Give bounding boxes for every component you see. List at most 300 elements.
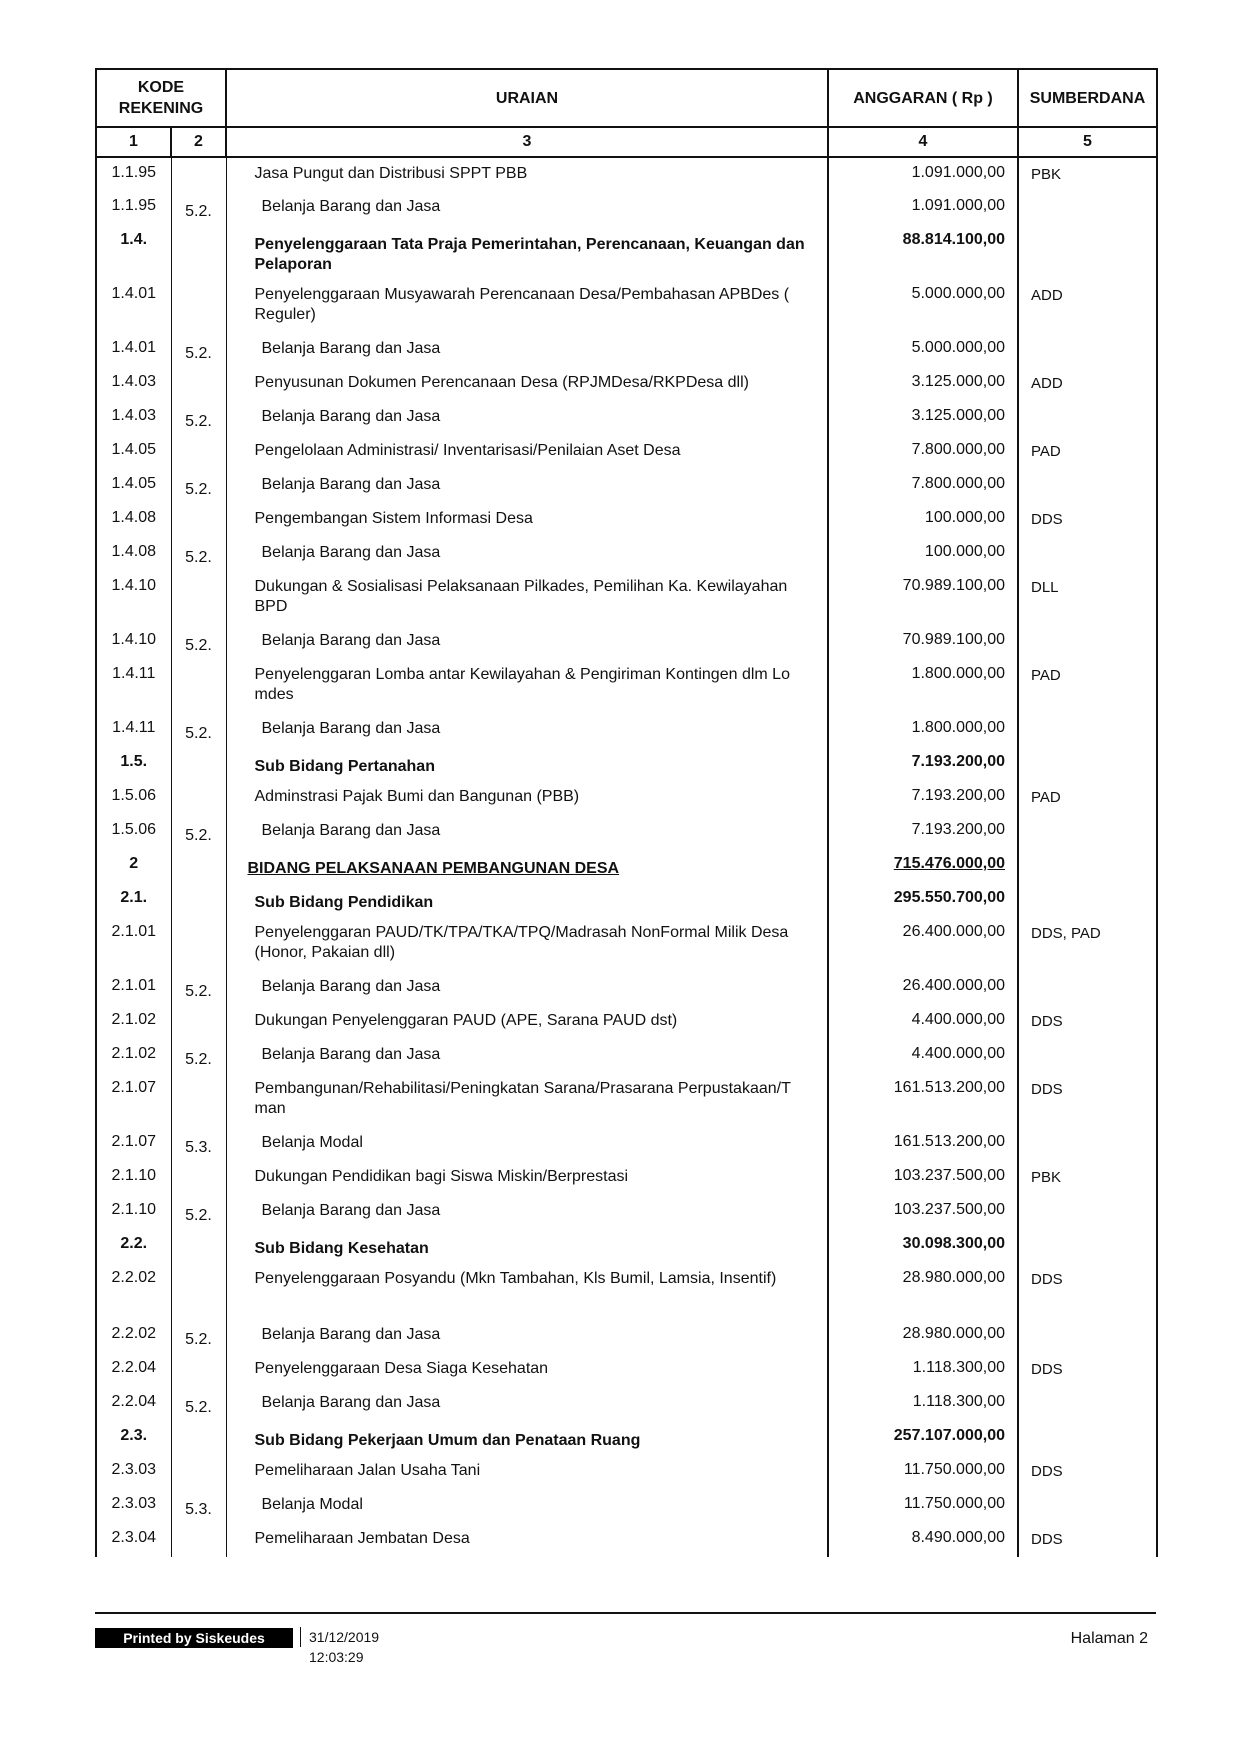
table-row xyxy=(96,781,1157,815)
uraian-cell xyxy=(226,1039,828,1073)
uraian-text: Jasa Pungut dan Distribusi SPPT PBB xyxy=(254,165,528,182)
kode-rekening-cell xyxy=(96,537,171,571)
sumberdana-cell xyxy=(1018,571,1157,625)
kode-rekening-text: 1.4.05 xyxy=(111,441,156,458)
sumberdana-cell xyxy=(1018,503,1157,537)
uraian-text: Belanja Barang dan Jasa xyxy=(261,476,441,493)
table-row xyxy=(96,1353,1157,1387)
sumberdana-text: DDS xyxy=(1031,1271,1063,1288)
kode-rekening-cell xyxy=(96,1353,171,1387)
table-row xyxy=(96,191,1157,225)
kode-rekening-text: 2 xyxy=(129,855,139,872)
anggaran-cell xyxy=(828,1523,1018,1557)
table-row xyxy=(96,367,1157,401)
kode-rekening-cell xyxy=(96,1489,171,1523)
sub-kode-cell xyxy=(171,1073,226,1127)
sumberdana-cell xyxy=(1018,333,1157,367)
anggaran-text: 26.400.000,00 xyxy=(902,977,1005,994)
anggaran-cell xyxy=(828,1319,1018,1353)
sub-kode-cell xyxy=(171,917,226,971)
anggaran-text: 11.750.000,00 xyxy=(903,1461,1005,1478)
kode-rekening-cell xyxy=(96,1387,171,1421)
uraian-text: Sub Bidang Pendidikan xyxy=(254,894,434,911)
sub-kode-text: 5.2. xyxy=(185,1331,212,1348)
anggaran-text: 100.000,00 xyxy=(924,509,1005,526)
anggaran-text: 161.513.200,00 xyxy=(893,1133,1005,1150)
anggaran-cell xyxy=(828,1005,1018,1039)
sumberdana-cell xyxy=(1018,157,1157,191)
kode-rekening-text: 2.1.02 xyxy=(111,1011,156,1028)
sub-kode-text: 5.2. xyxy=(185,345,212,362)
anggaran-text: 28.980.000,00 xyxy=(902,1325,1005,1342)
uraian-cell xyxy=(226,367,828,401)
sub-kode-cell xyxy=(171,1127,226,1161)
sumberdana-cell xyxy=(1018,1039,1157,1073)
sub-kode-cell xyxy=(171,747,226,781)
sub-kode-cell xyxy=(171,1229,226,1263)
kode-rekening-text: 2.2.04 xyxy=(111,1393,156,1410)
uraian-cell xyxy=(226,1387,828,1421)
sub-kode-text: 5.3. xyxy=(185,1139,212,1156)
uraian-cell xyxy=(226,1263,828,1319)
anggaran-text: 295.550.700,00 xyxy=(893,889,1005,906)
uraian-text: Penyelenggaraan Posyandu (Mkn Tambahan, Kls Bumil, Lamsia, Insentif) xyxy=(254,1270,777,1287)
uraian-text: Belanja Barang dan Jasa xyxy=(261,632,441,649)
uraian-text: Sub Bidang Pekerjaan Umum dan Penataan Ruang xyxy=(254,1432,641,1449)
anggaran-cell xyxy=(828,225,1018,279)
kode-rekening-text: 2.1.07 xyxy=(111,1079,156,1096)
uraian-text: Belanja Barang dan Jasa xyxy=(261,978,441,995)
header-sumberdana: SUMBERDANA xyxy=(1018,69,1157,127)
anggaran-text: 7.800.000,00 xyxy=(911,441,1005,458)
sumberdana-cell xyxy=(1018,1229,1157,1263)
kode-rekening-cell xyxy=(96,849,171,883)
sub-kode-cell xyxy=(171,333,226,367)
kode-rekening-text: 1.4.08 xyxy=(111,509,156,526)
sumberdana-cell xyxy=(1018,849,1157,883)
anggaran-cell xyxy=(828,1353,1018,1387)
kode-rekening-cell xyxy=(96,571,171,625)
sumberdana-cell xyxy=(1018,1073,1157,1127)
table-row xyxy=(96,1421,1157,1455)
kode-rekening-text: 2.2.02 xyxy=(111,1269,156,1286)
sumberdana-cell xyxy=(1018,917,1157,971)
uraian-text: Belanja Barang dan Jasa xyxy=(261,720,441,737)
uraian-text: Penyelenggaran PAUD/TK/TPA/TKA/TPQ/Madrasah NonFormal Milik Desa (Honor, Pakaian dll) xyxy=(254,924,789,961)
uraian-cell xyxy=(226,625,828,659)
anggaran-cell xyxy=(828,571,1018,625)
sumberdana-text: PAD xyxy=(1031,789,1061,806)
kode-rekening-cell xyxy=(96,1319,171,1353)
table-row xyxy=(96,503,1157,537)
sub-kode-text: 5.3. xyxy=(185,1501,212,1518)
anggaran-text: 4.400.000,00 xyxy=(911,1045,1005,1062)
anggaran-text: 5.000.000,00 xyxy=(911,339,1005,356)
kode-rekening-text: 2.1.10 xyxy=(111,1167,156,1184)
kode-rekening-cell xyxy=(96,625,171,659)
anggaran-cell xyxy=(828,367,1018,401)
table-row xyxy=(96,971,1157,1005)
anggaran-cell xyxy=(828,333,1018,367)
kode-rekening-cell xyxy=(96,1161,171,1195)
anggaran-cell xyxy=(828,469,1018,503)
anggaran-cell xyxy=(828,815,1018,849)
kode-rekening-cell xyxy=(96,1455,171,1489)
anggaran-cell xyxy=(828,191,1018,225)
budget-table xyxy=(95,68,1158,1557)
sub-kode-cell xyxy=(171,781,226,815)
kode-rekening-text: 2.1.02 xyxy=(111,1045,156,1062)
uraian-cell xyxy=(226,1319,828,1353)
sub-kode-cell xyxy=(171,435,226,469)
sumberdana-cell xyxy=(1018,1523,1157,1557)
anggaran-text: 100.000,00 xyxy=(924,543,1005,560)
table-row xyxy=(96,333,1157,367)
sumberdana-cell xyxy=(1018,1319,1157,1353)
uraian-text: Adminstrasi Pajak Bumi dan Bangunan (PBB) xyxy=(254,788,580,805)
column-number-4: 4 xyxy=(828,127,1018,157)
table-row xyxy=(96,1229,1157,1263)
anggaran-cell xyxy=(828,1421,1018,1455)
kode-rekening-text: 1.4.08 xyxy=(111,543,156,560)
kode-rekening-cell xyxy=(96,1421,171,1455)
sumberdana-cell xyxy=(1018,659,1157,713)
anggaran-text: 7.800.000,00 xyxy=(911,475,1005,492)
sub-kode-cell xyxy=(171,971,226,1005)
anggaran-cell xyxy=(828,1387,1018,1421)
uraian-cell xyxy=(226,917,828,971)
sub-kode-cell xyxy=(171,883,226,917)
table-row xyxy=(96,815,1157,849)
anggaran-cell xyxy=(828,1073,1018,1127)
table-row xyxy=(96,469,1157,503)
kode-rekening-text: 1.4.03 xyxy=(111,407,156,424)
uraian-text: Belanja Barang dan Jasa xyxy=(261,822,441,839)
uraian-cell xyxy=(226,503,828,537)
uraian-cell xyxy=(226,435,828,469)
sumberdana-text: ADD xyxy=(1031,287,1063,304)
sub-kode-cell xyxy=(171,401,226,435)
anggaran-text: 5.000.000,00 xyxy=(911,285,1005,302)
sumberdana-cell xyxy=(1018,469,1157,503)
kode-rekening-cell xyxy=(96,781,171,815)
sub-kode-text: 5.2. xyxy=(185,827,212,844)
uraian-cell xyxy=(226,537,828,571)
uraian-cell xyxy=(226,747,828,781)
kode-rekening-text: 1.4. xyxy=(120,231,148,248)
kode-rekening-text: 1.4.11 xyxy=(112,719,156,736)
kode-rekening-cell xyxy=(96,157,171,191)
uraian-text: BIDANG PELAKSANAAN PEMBANGUNAN DESA xyxy=(247,860,620,877)
sumberdana-cell xyxy=(1018,537,1157,571)
table-row xyxy=(96,659,1157,713)
sub-kode-text: 5.2. xyxy=(185,983,212,1000)
anggaran-text: 7.193.200,00 xyxy=(911,753,1005,770)
uraian-text: Belanja Barang dan Jasa xyxy=(261,1394,441,1411)
uraian-cell xyxy=(226,1523,828,1557)
sumberdana-cell xyxy=(1018,1127,1157,1161)
anggaran-cell xyxy=(828,971,1018,1005)
sub-kode-text: 5.2. xyxy=(185,1051,212,1068)
anggaran-cell xyxy=(828,1263,1018,1319)
anggaran-cell xyxy=(828,747,1018,781)
uraian-cell xyxy=(226,1195,828,1229)
kode-rekening-text: 2.3.04 xyxy=(111,1529,156,1546)
anggaran-cell xyxy=(828,1489,1018,1523)
uraian-text: Pengelolaan Administrasi/ Inventarisasi/Penilaian Aset Desa xyxy=(254,442,681,459)
anggaran-cell xyxy=(828,713,1018,747)
printed-by-badge: Printed by Siskeudes xyxy=(95,1628,293,1648)
uraian-cell xyxy=(226,279,828,333)
anggaran-text: 7.193.200,00 xyxy=(911,821,1005,838)
kode-rekening-text: 1.4.10 xyxy=(111,577,156,594)
sumberdana-text: PAD xyxy=(1031,667,1061,684)
uraian-cell xyxy=(226,191,828,225)
uraian-text: Dukungan & Sosialisasi Pelaksanaan Pilkades, Pemilihan Ka. Kewilayahan BPD xyxy=(254,578,788,615)
budget-sheet xyxy=(95,68,1156,1557)
kode-rekening-text: 1.1.95 xyxy=(111,164,156,181)
sumberdana-cell xyxy=(1018,367,1157,401)
uraian-text: Penyelenggaraan Desa Siaga Kesehatan xyxy=(254,1360,549,1377)
anggaran-text: 30.098.300,00 xyxy=(902,1235,1005,1252)
table-row xyxy=(96,1161,1157,1195)
sumberdana-cell xyxy=(1018,1489,1157,1523)
table-row xyxy=(96,1489,1157,1523)
anggaran-text: 161.513.200,00 xyxy=(893,1079,1005,1096)
anggaran-cell xyxy=(828,1039,1018,1073)
sumberdana-text: PBK xyxy=(1031,166,1062,183)
kode-rekening-text: 1.4.01 xyxy=(111,339,156,356)
kode-rekening-cell xyxy=(96,1523,171,1557)
kode-rekening-cell xyxy=(96,401,171,435)
sub-kode-cell xyxy=(171,1523,226,1557)
kode-rekening-cell xyxy=(96,1073,171,1127)
uraian-cell xyxy=(226,401,828,435)
anggaran-cell xyxy=(828,883,1018,917)
table-row xyxy=(96,1005,1157,1039)
table-row xyxy=(96,917,1157,971)
uraian-text: Dukungan Penyelenggaran PAUD (APE, Sarana PAUD dst) xyxy=(254,1012,678,1029)
uraian-text: Pemeliharaan Jembatan Desa xyxy=(254,1530,470,1547)
table-row xyxy=(96,537,1157,571)
anggaran-cell xyxy=(828,1455,1018,1489)
table-row xyxy=(96,1127,1157,1161)
uraian-text: Penyelenggaran Lomba antar Kewilayahan & Pengiriman Kontingen dlm Lo mdes xyxy=(254,666,790,703)
uraian-text: Belanja Barang dan Jasa xyxy=(261,544,441,561)
sub-kode-text: 5.2. xyxy=(185,203,212,220)
anggaran-cell xyxy=(828,1229,1018,1263)
sub-kode-cell xyxy=(171,713,226,747)
anggaran-cell xyxy=(828,537,1018,571)
kode-rekening-cell xyxy=(96,1127,171,1161)
sub-kode-cell xyxy=(171,503,226,537)
uraian-cell xyxy=(226,713,828,747)
uraian-text: Dukungan Pendidikan bagi Siswa Miskin/Berprestasi xyxy=(254,1168,629,1185)
uraian-cell xyxy=(226,1005,828,1039)
anggaran-text: 88.814.100,00 xyxy=(902,231,1005,248)
uraian-text: Belanja Barang dan Jasa xyxy=(261,198,441,215)
kode-rekening-text: 1.4.03 xyxy=(111,373,156,390)
column-number-2: 2 xyxy=(171,127,226,157)
sumberdana-cell xyxy=(1018,971,1157,1005)
table-row xyxy=(96,713,1157,747)
sub-kode-cell xyxy=(171,1353,226,1387)
kode-rekening-text: 2.3.03 xyxy=(111,1461,156,1478)
table-row xyxy=(96,1319,1157,1353)
sumberdana-cell xyxy=(1018,1387,1157,1421)
anggaran-text: 103.237.500,00 xyxy=(893,1201,1005,1218)
table-row xyxy=(96,1195,1157,1229)
kode-rekening-text: 2.2. xyxy=(120,1235,148,1252)
kode-rekening-text: 2.1.10 xyxy=(111,1201,156,1218)
sumberdana-cell xyxy=(1018,713,1157,747)
table-row xyxy=(96,1073,1157,1127)
uraian-cell xyxy=(226,571,828,625)
uraian-cell xyxy=(226,1455,828,1489)
kode-rekening-cell xyxy=(96,1005,171,1039)
kode-rekening-text: 1.4.01 xyxy=(111,285,156,302)
uraian-cell xyxy=(226,1489,828,1523)
kode-rekening-text: 2.1. xyxy=(120,889,148,906)
sumberdana-cell xyxy=(1018,401,1157,435)
uraian-text: Belanja Modal xyxy=(261,1496,363,1513)
sub-kode-cell xyxy=(171,571,226,625)
uraian-text: Belanja Barang dan Jasa xyxy=(261,1202,441,1219)
anggaran-text: 70.989.100,00 xyxy=(902,577,1005,594)
uraian-cell xyxy=(226,333,828,367)
print-timestamp: 31/12/2019 12:03:29 xyxy=(300,1627,399,1647)
sumberdana-cell xyxy=(1018,191,1157,225)
anggaran-cell xyxy=(828,659,1018,713)
kode-rekening-cell xyxy=(96,713,171,747)
sub-kode-text: 5.2. xyxy=(185,481,212,498)
uraian-cell xyxy=(226,883,828,917)
table-row xyxy=(96,401,1157,435)
kode-rekening-cell xyxy=(96,225,171,279)
sub-kode-cell xyxy=(171,849,226,883)
kode-rekening-text: 2.1.07 xyxy=(111,1133,156,1150)
table-row xyxy=(96,747,1157,781)
header-anggaran: ANGGARAN ( Rp ) xyxy=(828,69,1018,127)
anggaran-text: 3.125.000,00 xyxy=(911,373,1005,390)
sumberdana-cell xyxy=(1018,1421,1157,1455)
uraian-cell xyxy=(226,815,828,849)
anggaran-text: 1.800.000,00 xyxy=(911,719,1005,736)
anggaran-cell xyxy=(828,625,1018,659)
sub-kode-cell xyxy=(171,1263,226,1319)
anggaran-cell xyxy=(828,435,1018,469)
uraian-cell xyxy=(226,1229,828,1263)
sub-kode-cell xyxy=(171,1005,226,1039)
kode-rekening-cell xyxy=(96,333,171,367)
table-row xyxy=(96,849,1157,883)
sumberdana-text: DDS xyxy=(1031,1013,1063,1030)
anggaran-cell xyxy=(828,917,1018,971)
table-row xyxy=(96,883,1157,917)
sumberdana-cell xyxy=(1018,435,1157,469)
anggaran-cell xyxy=(828,1195,1018,1229)
uraian-text: Sub Bidang Pertanahan xyxy=(254,758,435,775)
sumberdana-cell xyxy=(1018,1455,1157,1489)
sumberdana-cell xyxy=(1018,815,1157,849)
kode-rekening-text: 2.2.04 xyxy=(111,1359,156,1376)
uraian-text: Pengembangan Sistem Informasi Desa xyxy=(254,510,533,527)
anggaran-text: 1.091.000,00 xyxy=(911,197,1005,214)
sub-kode-cell xyxy=(171,1455,226,1489)
anggaran-text: 257.107.000,00 xyxy=(893,1427,1005,1444)
table-row xyxy=(96,1523,1157,1557)
anggaran-text: 7.193.200,00 xyxy=(911,787,1005,804)
anggaran-cell xyxy=(828,849,1018,883)
uraian-cell xyxy=(226,1353,828,1387)
sumberdana-text: DLL xyxy=(1031,579,1059,596)
sumberdana-cell xyxy=(1018,625,1157,659)
uraian-text: Pembangunan/Rehabilitasi/Peningkatan Sarana/Prasarana Perpustakaan/T man xyxy=(254,1080,791,1117)
kode-rekening-text: 1.1.95 xyxy=(111,197,156,214)
table-row xyxy=(96,571,1157,625)
uraian-cell xyxy=(226,1421,828,1455)
sumberdana-cell xyxy=(1018,1005,1157,1039)
sub-kode-cell xyxy=(171,1161,226,1195)
uraian-text: Belanja Barang dan Jasa xyxy=(261,340,441,357)
sumberdana-text: DDS xyxy=(1031,511,1063,528)
uraian-cell xyxy=(226,225,828,279)
kode-rekening-text: 1.4.05 xyxy=(111,475,156,492)
kode-rekening-cell xyxy=(96,279,171,333)
uraian-text: Penyelenggaraan Musyawarah Perencanaan Desa/Pembahasan APBDes ( Reguler) xyxy=(254,286,790,323)
anggaran-cell xyxy=(828,1127,1018,1161)
sub-kode-text: 5.2. xyxy=(185,637,212,654)
sumberdana-text: PAD xyxy=(1031,443,1061,460)
kode-rekening-cell xyxy=(96,747,171,781)
uraian-text: Belanja Barang dan Jasa xyxy=(261,408,441,425)
uraian-cell xyxy=(226,1127,828,1161)
sub-kode-text: 5.2. xyxy=(185,1399,212,1416)
uraian-cell xyxy=(226,157,828,191)
anggaran-text: 1.091.000,00 xyxy=(911,164,1005,181)
anggaran-cell xyxy=(828,279,1018,333)
sub-kode-cell xyxy=(171,469,226,503)
sub-kode-cell xyxy=(171,1319,226,1353)
anggaran-text: 1.800.000,00 xyxy=(911,665,1005,682)
kode-rekening-text: 2.2.02 xyxy=(111,1325,156,1342)
uraian-cell xyxy=(226,1161,828,1195)
anggaran-cell xyxy=(828,1161,1018,1195)
sumberdana-cell xyxy=(1018,1263,1157,1319)
header-kode-rekening: KODE REKENING xyxy=(96,69,226,127)
page-footer xyxy=(95,1612,1156,1664)
anggaran-text: 4.400.000,00 xyxy=(911,1011,1005,1028)
table-row xyxy=(96,157,1157,191)
uraian-cell xyxy=(226,849,828,883)
anggaran-text: 28.980.000,00 xyxy=(902,1269,1005,1286)
sumberdana-text: DDS xyxy=(1031,1081,1063,1098)
anggaran-cell xyxy=(828,781,1018,815)
sub-kode-text: 5.2. xyxy=(185,549,212,566)
column-number-1: 1 xyxy=(96,127,171,157)
kode-rekening-cell xyxy=(96,815,171,849)
table-row xyxy=(96,1387,1157,1421)
kode-rekening-text: 1.5. xyxy=(120,753,148,770)
sub-kode-cell xyxy=(171,157,226,191)
sub-kode-cell xyxy=(171,815,226,849)
sumberdana-text: PBK xyxy=(1031,1169,1062,1186)
header-uraian: URAIAN xyxy=(226,69,828,127)
kode-rekening-cell xyxy=(96,1039,171,1073)
uraian-text: Penyusunan Dokumen Perencanaan Desa (RPJMDesa/RKPDesa dll) xyxy=(254,374,749,391)
uraian-text: Penyelenggaraan Tata Praja Pemerintahan, Perencanaan, Keuangan dan Pelaporan xyxy=(254,236,805,273)
kode-rekening-cell xyxy=(96,191,171,225)
